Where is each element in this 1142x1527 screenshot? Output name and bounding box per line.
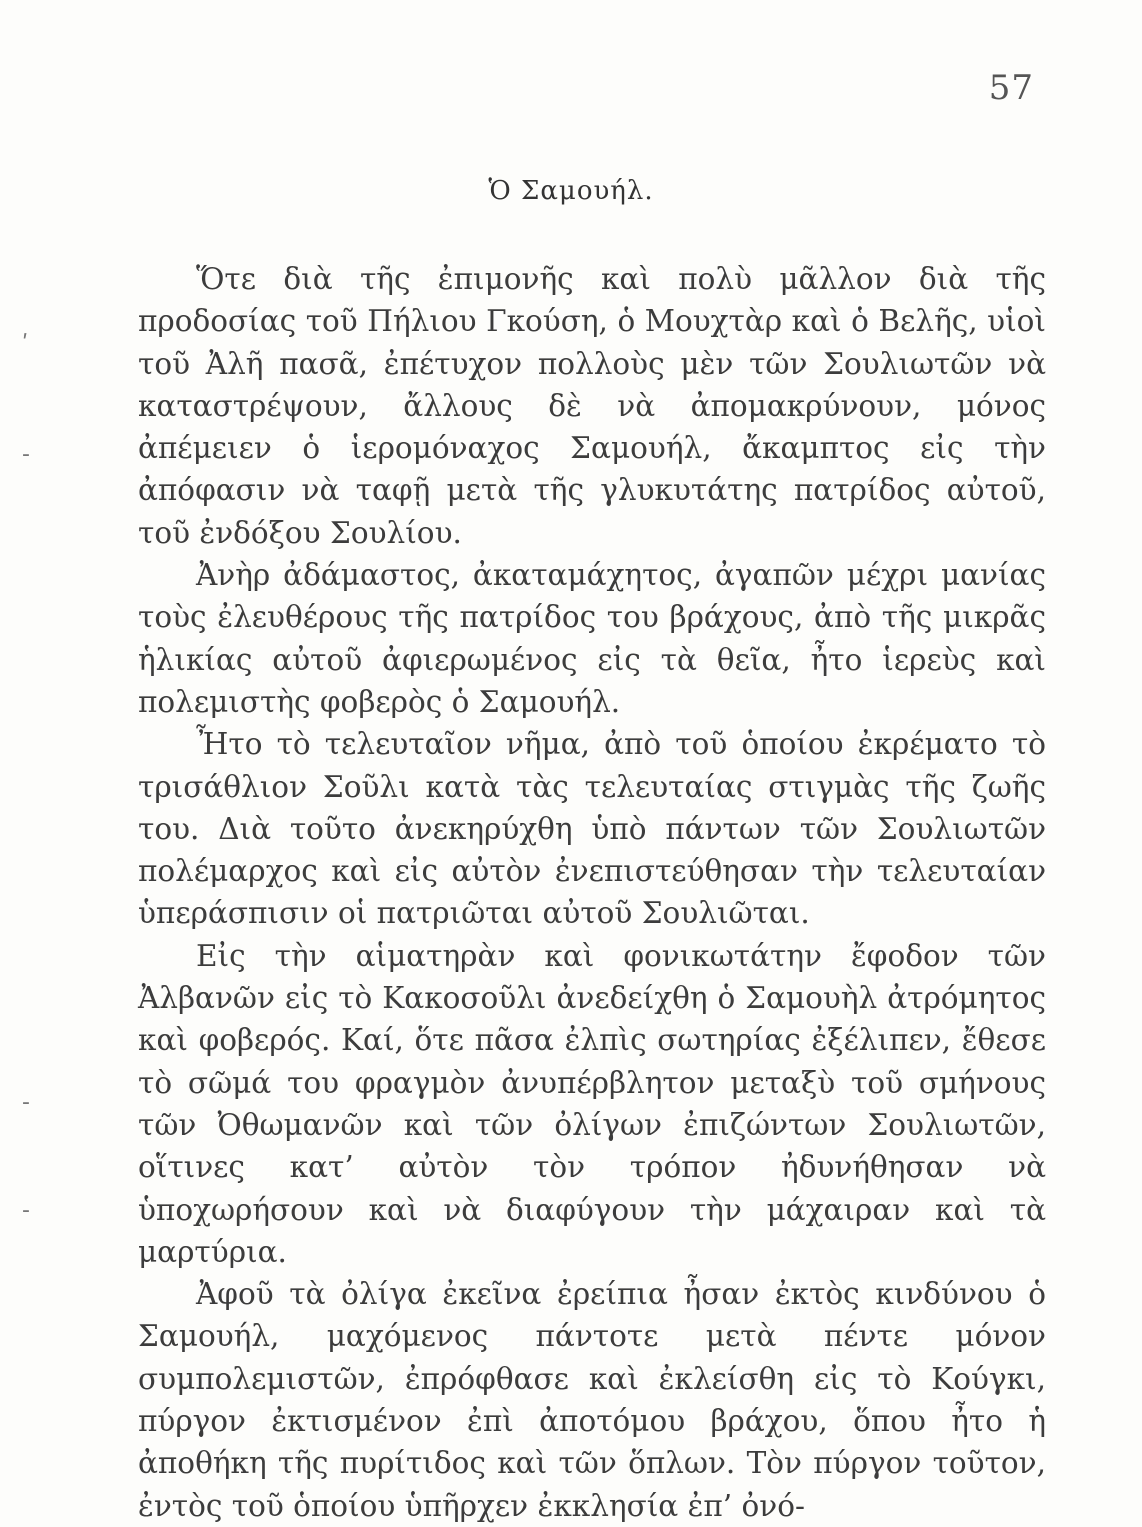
margin-mark: - [22, 1198, 30, 1223]
paragraph: Ὅτε διὰ τῆς ἐπιμονῆς καὶ πολὺ μᾶλλον διὰ τῆς προδοσίας τοῦ Πήλιου Γκούση, ὁ Μουχτὰρ καὶ ὁ Βελῆς, υἱοὶ τοῦ Ἀλῆ πασᾶ, ἐπέτυχον πολλοὺς μὲν τῶν Σουλιωτῶν νὰ καταστρέψουν, ἄλλους δὲ νὰ ἀπομακρύνουν, μόνος ἀπέμειεν ὁ ἱερομόναχος Σαμουήλ, ἄκαμπτος εἰς τὴν ἀπόφασιν νὰ ταφῇ μετὰ τῆς γλυκυτάτης πατρίδος αὐτοῦ, τοῦ ἐνδόξου Σουλίου. [138, 262, 1046, 550]
page-number: 57 [988, 68, 1034, 108]
paragraph: Εἰς τὴν αἱματηρὰν καὶ φονικωτάτην ἔφοδον τῶν Ἀλβανῶν εἰς τὸ Κακοσοῦλι ἀνεδείχθη ὁ Σαμουὴλ ἀτρόμητος καὶ φοβερός. Καί, ὅτε πᾶσα ἐλπὶς σωτηρίας ἐξέλιπεν, ἔθεσε τὸ σῶμά του φραγμὸν ἀνυπέρβλητον μεταξὺ τοῦ σμήνους τῶν Ὀθωμανῶν καὶ τῶν ὀλίγων ἐπιζώντων Σουλιωτῶν, οἵτινες κατ’ αὐτὸν τὸν τρόπον ἠδυνήθησαν νὰ ὑποχωρήσουν καὶ νὰ διαφύγουν τὴν μάχαιραν καὶ τὰ μαρτύρια. [138, 938, 1046, 1269]
chapter-title: Ὁ Σαμουήλ. [488, 176, 654, 206]
margin-mark: ʹ [22, 332, 29, 357]
margin-mark: - [22, 1090, 30, 1115]
body-text [138, 258, 1046, 1527]
paragraph: Ἀνὴρ ἀδάμαστος, ἀκαταμάχητος, ἀγαπῶν μέχρι μανίας τοὺς ἐλευθέρους τῆς πατρίδος του βράχους, ἀπὸ τῆς μικρᾶς ἡλικίας αὐτοῦ ἀφιερωμένος εἰς τὰ θεῖα, ἦτο ἱερεὺς καὶ πολεμιστὴς φοβερὸς ὁ Σαμουήλ. [138, 558, 1046, 719]
paragraph: Ἀφοῦ τὰ ὀλίγα ἐκεῖνα ἐρείπια ἦσαν ἐκτὸς κινδύνου ὁ Σαμουήλ, μαχόμενος πάντοτε μετὰ πέντε μόνον συμπολεμιστῶν, ἐπρόφθασε καὶ ἐκλείσθη εἰς τὸ Κούγκι, πύργον ἐκτισμένον ἐπὶ ἀποτόμου βράχου, ὅπου ἦτο ἡ ἀποθήκη τῆς πυρίτιδος καὶ τῶν ὅπλων. Τὸν πύργον τοῦτον, ἐντὸς τοῦ ὁποίου ὑπῆρχεν ἐκκλησία ἐπ’ ὀνό- [138, 1277, 1046, 1523]
margin-mark: - [22, 442, 30, 467]
paragraph: Ἦτο τὸ τελευταῖον νῆμα, ἀπὸ τοῦ ὁποίου ἐκρέματο τὸ τρισάθλιον Σοῦλι κατὰ τὰς τελευταίας στιγμὰς τῆς ζωῆς του. Διὰ τοῦτο ἀνεκηρύχθη ὑπὸ πάντων τῶν Σουλιωτῶν πολέμαρχος καὶ εἰς αὐτὸν ἐνεπιστεύθησαν τὴν τελευταίαν ὑπεράσπισιν οἱ πατριῶται αὐτοῦ Σουλιῶται. [138, 727, 1046, 931]
